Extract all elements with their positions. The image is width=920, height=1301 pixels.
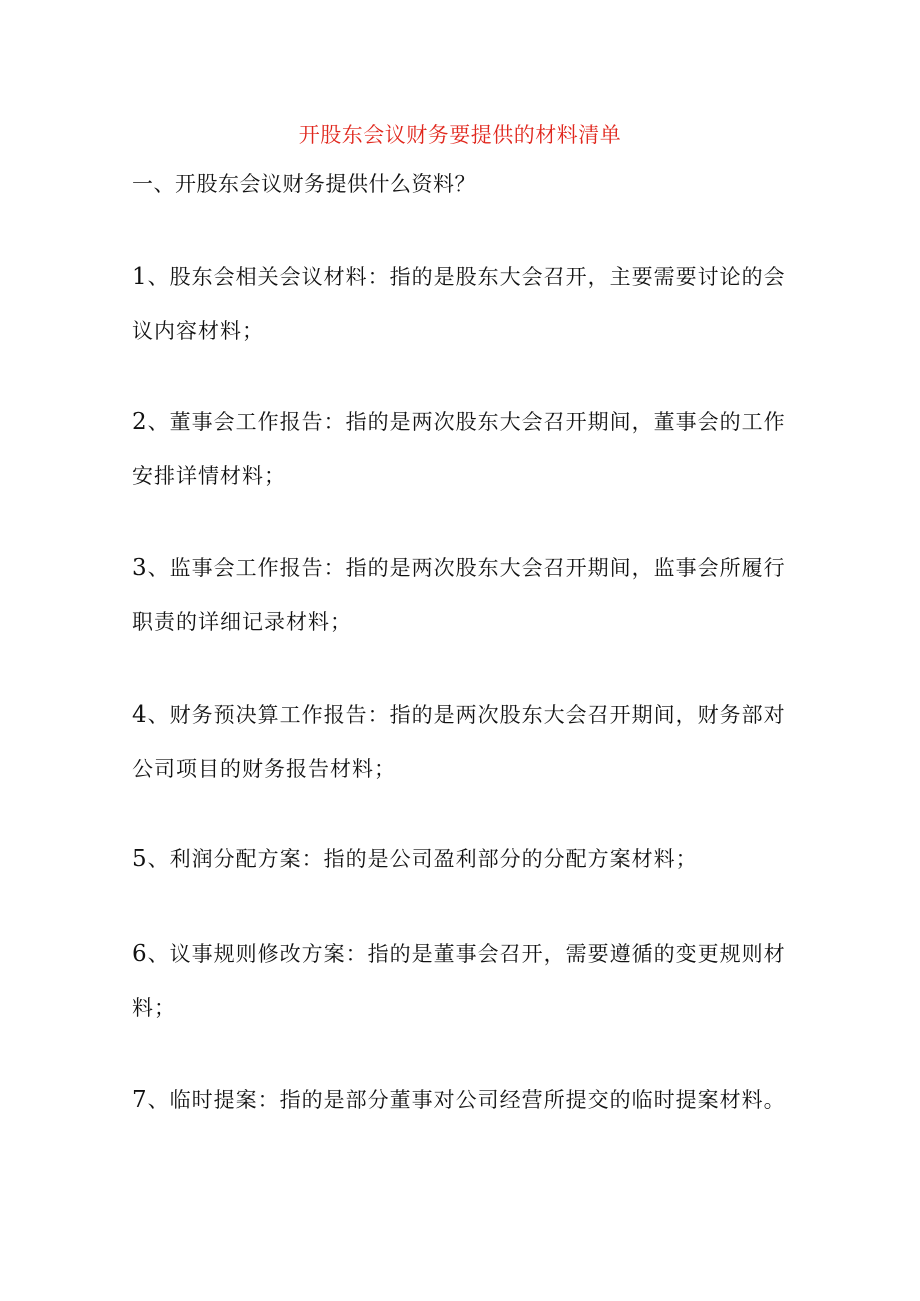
list-item <box>132 541 792 649</box>
list-item <box>132 395 792 503</box>
list-item <box>132 927 792 1035</box>
document-title: 开股东会议财务要提供的材料清单 <box>298 123 622 147</box>
item-number: 2 <box>132 409 148 435</box>
item-number: 3 <box>132 555 148 581</box>
item-text: 、财务预决算工作报告：指的是两次股东大会召开期间，财务部对公司项目的财务报告材料； <box>132 703 786 781</box>
item-text: 、议事规则修改方案：指的是董事会召开，需要遵循的变更规则材料； <box>132 942 786 1020</box>
item-text: 、董事会工作报告：指的是两次股东大会召开期间，董事会的工作安排详情材料； <box>132 410 786 488</box>
item-number: 5 <box>132 846 148 872</box>
item-number: 4 <box>132 702 148 728</box>
item-text: 、监事会工作报告：指的是两次股东大会召开期间，监事会所履行职责的详细记录材料； <box>132 556 786 634</box>
item-number: 7 <box>132 1087 148 1113</box>
item-number: 6 <box>132 941 148 967</box>
item-text: 、利润分配方案：指的是公司盈利部分的分配方案材料； <box>147 847 698 871</box>
list-item <box>132 832 792 886</box>
section-heading: 一、开股东会议财务提供什么资料？ <box>132 172 476 196</box>
item-text: 、临时提案：指的是部分董事对公司经营所提交的临时提案材料。 <box>147 1088 786 1112</box>
list-item <box>132 1073 792 1127</box>
item-number: 1 <box>132 264 148 290</box>
list-item <box>132 250 792 358</box>
item-text: 、股东会相关会议材料：指的是股东大会召开，主要需要讨论的会议内容材料； <box>132 265 786 343</box>
list-item <box>132 688 792 796</box>
